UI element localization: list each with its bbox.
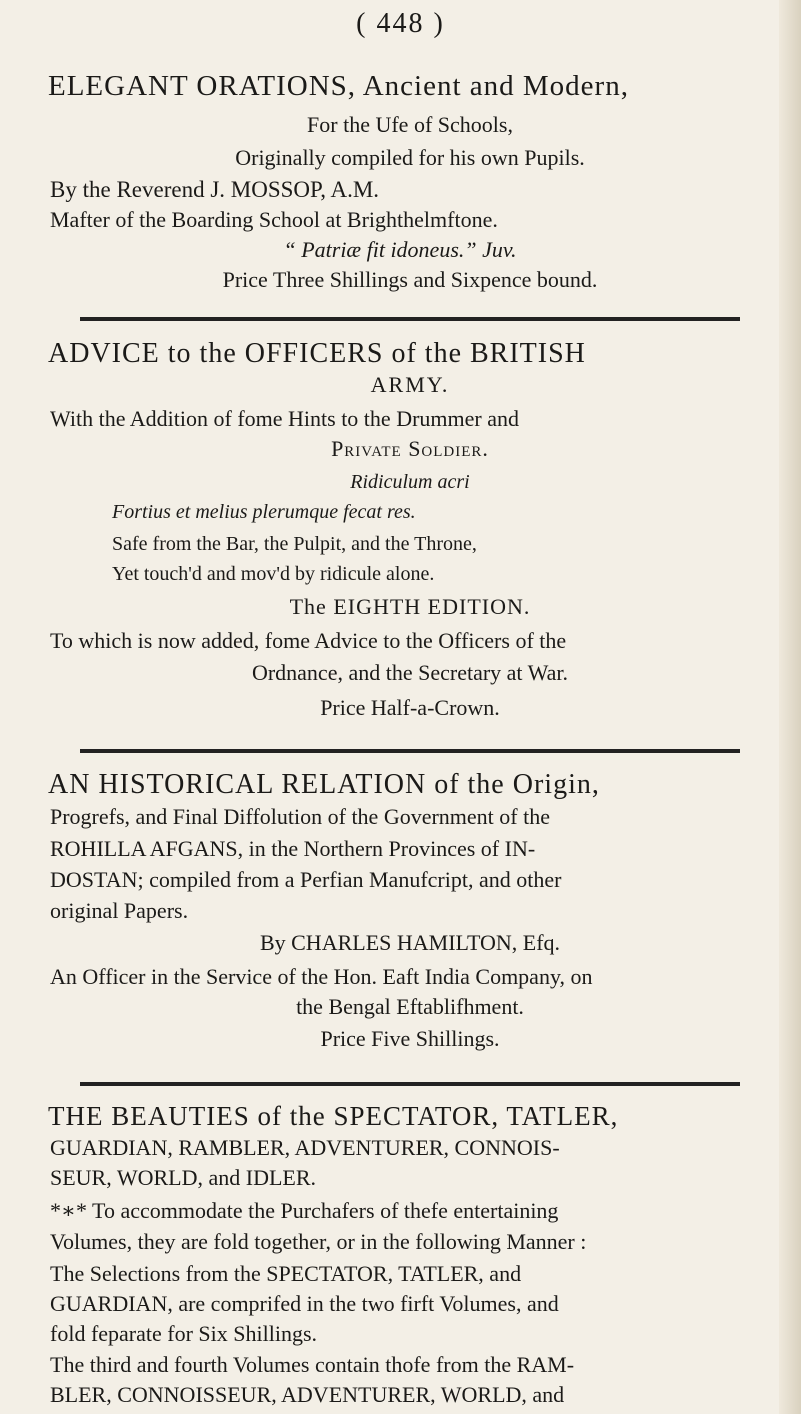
section-2-line: Fortius et melius plerumque fecat res.: [112, 501, 416, 523]
section-2-heading: ADVICE to the OFFICERS of the BRITISH: [48, 338, 586, 369]
section-4-line: fold feparate for Six Shillings.: [50, 1321, 318, 1346]
section-3-line: ROHILLA AFGANS, in the Northern Provinces of IN-: [50, 836, 536, 861]
section-4-line: The third and fourth Volumes contain thofe from the RAM-: [50, 1352, 575, 1377]
section-1-line: Price Three Shillings and Sixpence bound.: [222, 267, 598, 292]
section-3-heading: AN HISTORICAL RELATION of the Origin,: [48, 769, 600, 800]
section-2-heading-cont: ARMY.: [370, 372, 450, 397]
section-1-line: By the Reverend J. MOSSOP, A.M.: [50, 177, 380, 202]
section-4-line: *∗* To accommodate the Purchafers of thefe entertaining: [50, 1198, 559, 1223]
section-3-line: the Bengal Eftablifhment.: [296, 994, 524, 1019]
section-1-line: For the Ufe of Schools,: [307, 112, 513, 137]
section-2-line: To which is now added, fome Advice to the Officers of the: [50, 628, 567, 653]
section-2-line: Price Half-a-Crown.: [320, 695, 500, 720]
section-4-line: Volumes, they are fold together, or in the following Manner :: [50, 1229, 587, 1254]
section-2-line: The EIGHTH EDITION.: [289, 594, 531, 619]
section-divider: [80, 317, 740, 321]
section-1-line: Originally compiled for his own Pupils.: [235, 145, 585, 170]
section-2-line: Ordnance, and the Secretary at War.: [251, 660, 569, 685]
section-3-line: By CHARLES HAMILTON, Efq.: [259, 930, 561, 955]
page-number: ( 448 ): [356, 8, 445, 39]
section-1-line: Mafter of the Boarding School at Brighthelmftone.: [50, 207, 498, 232]
section-1-heading: ELEGANT ORATIONS, Ancient and Modern,: [48, 70, 629, 102]
section-2-line: Private Soldier.: [331, 436, 489, 461]
section-3-line: DOSTAN; compiled from a Perfian Manufcript, and other: [50, 867, 562, 892]
page-edge: [779, 0, 801, 1414]
section-3-line: original Papers.: [50, 898, 189, 923]
section-2-line: With the Addition of fome Hints to the Drummer and: [50, 406, 519, 431]
section-4-line: GUARDIAN, are comprifed in the two firft Volumes, and: [50, 1291, 559, 1316]
section-4-line: GUARDIAN, RAMBLER, ADVENTURER, CONNOIS-: [50, 1135, 560, 1160]
section-4-line: SEUR, WORLD, and IDLER.: [50, 1165, 317, 1190]
section-4-heading: THE BEAUTIES of the SPECTATOR, TATLER,: [48, 1101, 619, 1131]
section-2-line: Ridiculum acri: [350, 471, 470, 493]
section-2-line: Yet touch'd and mov'd by ridicule alone.: [112, 563, 435, 585]
section-2-line: Safe from the Bar, the Pulpit, and the Throne,: [112, 533, 477, 555]
section-3-line: An Officer in the Service of the Hon. Eaft India Company, on: [50, 964, 593, 989]
section-3-line: Price Five Shillings.: [320, 1026, 500, 1051]
section-4-line: The Selections from the SPECTATOR, TATLER, and: [50, 1261, 522, 1286]
section-4-line: BLER, CONNOISSEUR, ADVENTURER, WORLD, and: [50, 1382, 565, 1407]
section-divider: [80, 749, 740, 753]
section-divider: [80, 1082, 740, 1086]
section-3-line: Progrefs, and Final Diffolution of the Government of the: [50, 804, 550, 829]
section-1-line: “ Patriæ fit idoneus.” Juv.: [283, 237, 517, 262]
